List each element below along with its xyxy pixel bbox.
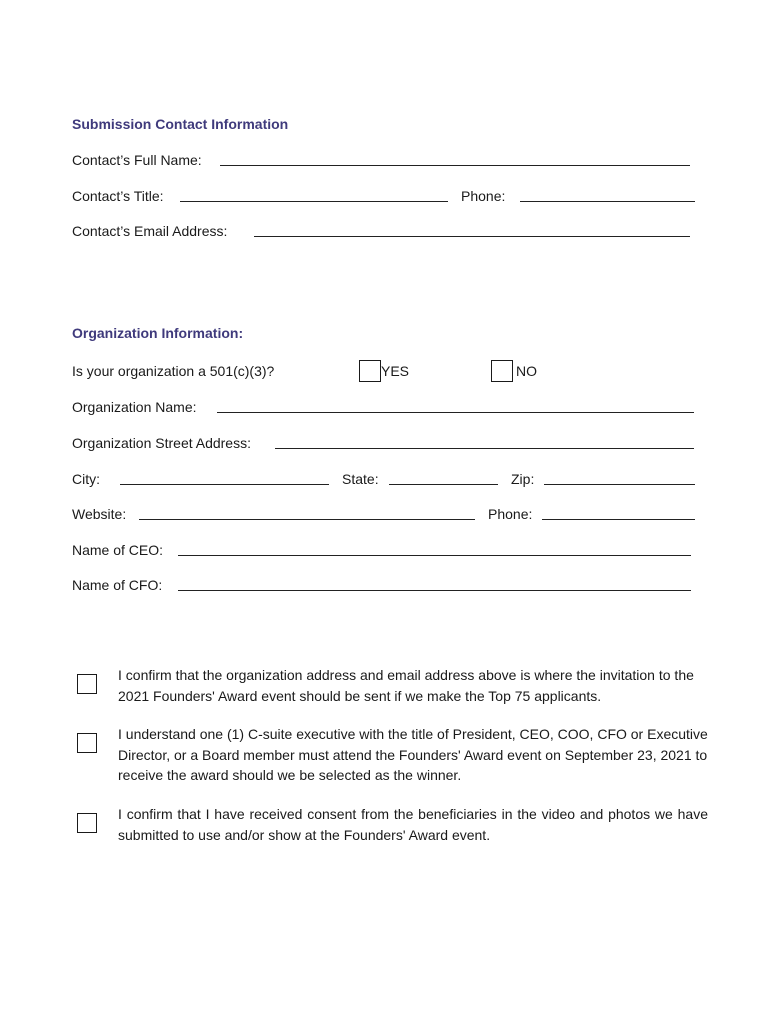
ceo-row — [72, 540, 702, 560]
no-checkbox[interactable] — [491, 360, 513, 382]
contact-full-name-label: Contact’s Full Name: — [72, 152, 202, 168]
zip-field[interactable] — [544, 484, 695, 485]
contact-section-heading: Submission Contact Information — [72, 116, 289, 132]
contact-phone-field[interactable] — [520, 201, 695, 202]
website-phone-row — [72, 504, 702, 524]
confirm-consent-checkbox[interactable] — [77, 813, 97, 833]
confirm-attendance-checkbox[interactable] — [77, 733, 97, 753]
contact-full-name-row — [72, 150, 702, 170]
ceo-field[interactable] — [178, 555, 691, 556]
ceo-label: Name of CEO: — [72, 542, 164, 558]
organization-phone-field[interactable] — [542, 519, 695, 520]
yes-checkbox[interactable] — [359, 360, 381, 382]
contact-title-field[interactable] — [180, 201, 448, 202]
city-field[interactable] — [120, 484, 329, 485]
yes-label: YES — [381, 363, 410, 379]
confirm-address-statement: I confirm that the organization address and email address above is where the invitation to the 2021 Founders' Award event should be sent if we make the Top 75 applicants. — [118, 667, 694, 704]
city-state-zip-row — [72, 469, 702, 489]
contact-phone-label: Phone: — [461, 188, 506, 204]
cfo-label: Name of CFO: — [72, 577, 163, 593]
contact-title-row — [72, 186, 702, 206]
cfo-field[interactable] — [178, 590, 691, 591]
organization-name-row — [72, 397, 702, 417]
organization-section-heading: Organization Information: — [72, 325, 244, 341]
contact-email-row — [72, 221, 702, 241]
contact-email-field[interactable] — [254, 236, 690, 237]
contact-full-name-field[interactable] — [220, 165, 690, 166]
confirm-consent-statement: I confirm that I have received consent from the beneficiaries in the video and photos we have submitted to use and/or show at the Founders' Award event. — [118, 806, 708, 843]
website-field[interactable] — [139, 519, 475, 520]
no-label: NO — [516, 363, 537, 379]
contact-title-label: Contact’s Title: — [72, 188, 164, 204]
city-label: City: — [72, 471, 100, 487]
organization-name-label: Organization Name: — [72, 399, 197, 415]
confirm-attendance-statement: I understand one (1) C-suite executive with the title of President, CEO, COO, CFO or Executive Director, or a Board member must attend the Founders' Award event on September 23, 2021 to receive the award should we be selected as the winner. — [118, 726, 708, 783]
state-label: State: — [342, 471, 379, 487]
nonprofit-question-label: Is your organization a 501(c)(3)? — [72, 363, 275, 379]
organization-name-field[interactable] — [217, 412, 694, 413]
organization-phone-label: Phone: — [488, 506, 533, 522]
zip-label: Zip: — [511, 471, 535, 487]
organization-street-field[interactable] — [275, 448, 694, 449]
organization-street-row — [72, 433, 702, 453]
contact-email-label: Contact’s Email Address: — [72, 223, 228, 239]
state-field[interactable] — [389, 484, 498, 485]
website-label: Website: — [72, 506, 127, 522]
confirm-address-checkbox[interactable] — [77, 674, 97, 694]
cfo-row — [72, 575, 702, 595]
organization-street-label: Organization Street Address: — [72, 435, 251, 451]
nonprofit-question-row — [72, 361, 702, 381]
